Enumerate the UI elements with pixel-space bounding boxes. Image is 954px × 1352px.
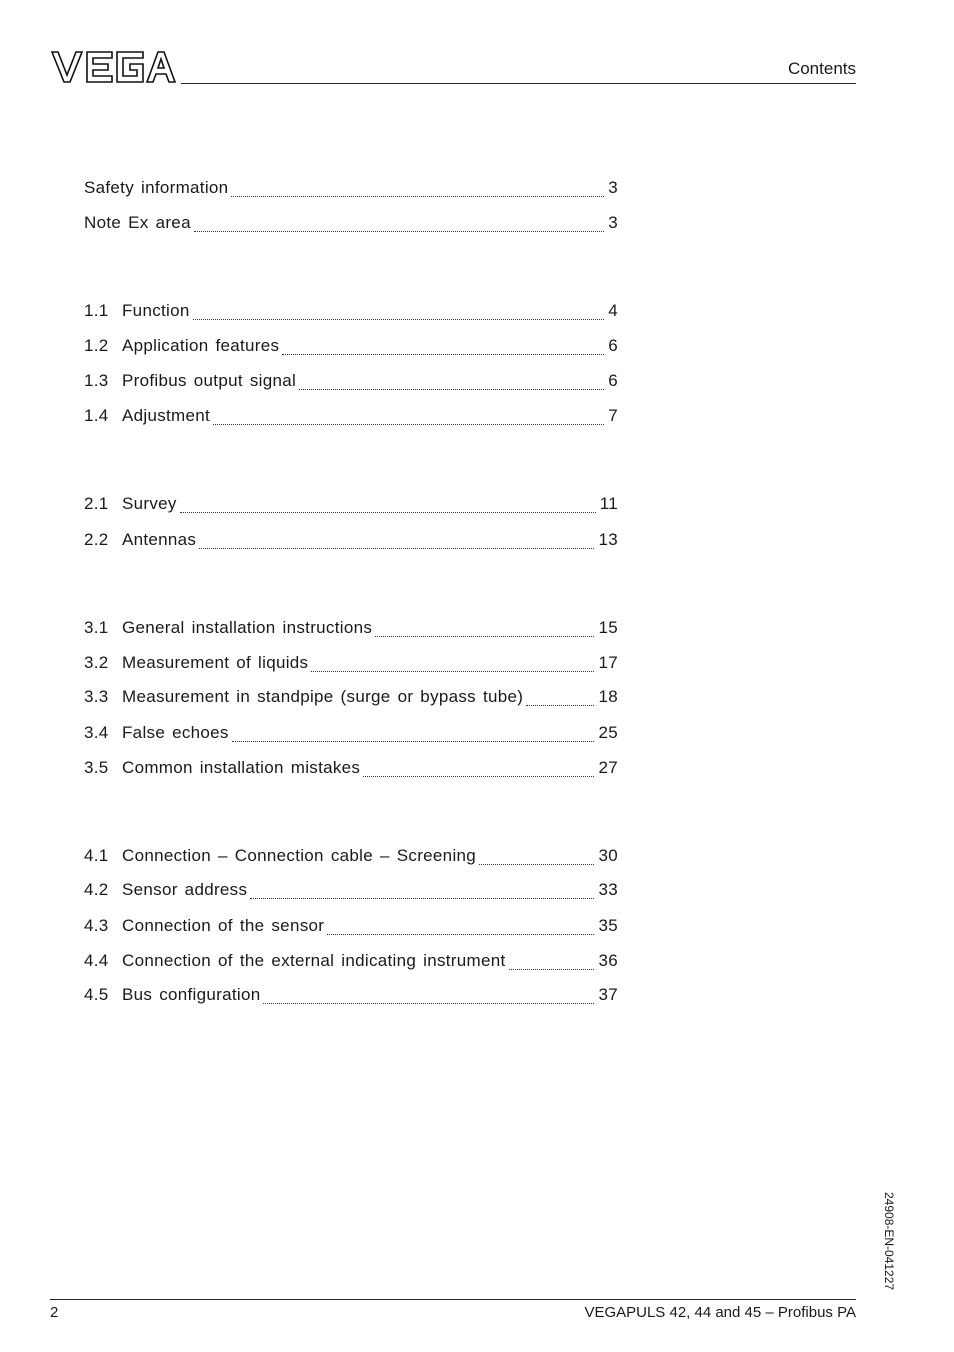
toc-dot-leader [213, 424, 604, 425]
toc-entry-page: 37 [598, 985, 618, 1004]
toc-entry-number: 4.5 [84, 985, 109, 1004]
toc-dot-leader [194, 231, 604, 232]
toc-entry-page: 33 [598, 880, 618, 899]
toc-dot-leader [311, 671, 594, 672]
toc-entry-title: Adjustment [122, 406, 211, 425]
footer-page-number: 2 [50, 1304, 59, 1321]
toc-dot-leader [199, 548, 594, 549]
toc-entry-page: 25 [598, 723, 618, 742]
toc-entry-number: 1.4 [84, 406, 109, 425]
toc-dot-leader [375, 636, 594, 637]
toc-entry-title: Sensor address [122, 880, 248, 899]
toc-entry-page: 3 [608, 178, 618, 197]
toc-entry[interactable] [84, 687, 618, 711]
toc-entry-number: 2.1 [84, 494, 109, 513]
toc-entry-title: Profibus output signal [122, 371, 297, 390]
toc-entry[interactable] [84, 618, 618, 642]
header-title: Contents [787, 59, 856, 78]
toc-entry-number: 1.1 [84, 301, 109, 320]
toc-entry-number: 1.3 [84, 371, 109, 390]
toc-dot-leader [509, 969, 595, 970]
toc-entry-page: 18 [598, 687, 618, 706]
toc-entry-title: Common installation mistakes [122, 758, 361, 777]
toc-dot-leader [327, 934, 594, 935]
toc-entry-title: Function [122, 301, 190, 320]
toc-entry[interactable] [84, 758, 618, 782]
toc-entry-page: 7 [608, 406, 618, 425]
toc-entry-title: Connection of the external indicating instrument [122, 951, 506, 970]
toc-entry[interactable] [84, 985, 618, 1009]
toc-dot-leader [479, 864, 594, 865]
toc-dot-leader [231, 196, 604, 197]
toc-dot-leader [526, 705, 594, 706]
toc-entry-number: 2.2 [84, 530, 109, 549]
toc-entry-title: Survey [122, 494, 177, 513]
toc-entry-title: Note Ex area [84, 213, 191, 232]
toc-entry-number: 3.5 [84, 758, 109, 777]
toc-entry-page: 27 [598, 758, 618, 777]
toc-entry-number: 4.4 [84, 951, 109, 970]
toc-entry-number: 3.3 [84, 687, 109, 706]
toc-entry-number: 3.4 [84, 723, 109, 742]
toc-entry-page: 13 [598, 530, 618, 549]
toc-entry-title: Bus configuration [122, 985, 261, 1004]
toc-entry[interactable] [84, 406, 618, 430]
toc-entry[interactable] [84, 336, 618, 360]
toc-entry-page: 11 [599, 494, 618, 513]
toc-entry[interactable] [84, 951, 618, 975]
toc-dot-leader [250, 898, 594, 899]
toc-entry[interactable] [84, 530, 618, 554]
toc-entry-title: General installation instructions [122, 618, 373, 637]
toc-entry[interactable] [84, 494, 618, 518]
toc-dot-leader [299, 389, 604, 390]
toc-dot-leader [282, 354, 604, 355]
toc-entry[interactable] [84, 723, 618, 747]
toc-entry-page: 35 [598, 916, 618, 935]
toc-entry[interactable] [84, 880, 618, 904]
toc-entry[interactable] [84, 653, 618, 677]
toc-dot-leader [180, 512, 596, 513]
toc-entry-title: Connection of the sensor [122, 916, 325, 935]
toc-entry[interactable] [84, 178, 618, 202]
toc-entry-number: 1.2 [84, 336, 109, 355]
toc-entry[interactable] [84, 213, 618, 237]
toc-dot-leader [363, 776, 594, 777]
toc-entry-title: Measurement in standpipe (surge or bypass tube) [122, 687, 524, 706]
document-code: 24908-EN-041227 [882, 1192, 896, 1291]
toc-entry-page: 6 [608, 371, 618, 390]
toc-entry[interactable] [84, 846, 618, 870]
footer-document-title: VEGAPULS 42, 44 and 45 – Profibus PA [584, 1304, 856, 1321]
toc-entry-number: 3.1 [84, 618, 109, 637]
toc-entry-page: 36 [598, 951, 618, 970]
toc-dot-leader [263, 1003, 594, 1004]
toc-entry[interactable] [84, 916, 618, 940]
toc-entry-number: 4.1 [84, 846, 109, 865]
toc-entry-title: False echoes [122, 723, 229, 742]
toc-entry[interactable] [84, 301, 618, 325]
footer-rule [50, 1299, 856, 1300]
toc-entry-page: 3 [608, 213, 618, 232]
toc-dot-leader [193, 319, 604, 320]
toc-entry-page: 15 [598, 618, 618, 637]
toc-entry-title: Measurement of liquids [122, 653, 309, 672]
table-of-contents [84, 0, 618, 1352]
toc-entry-title: Safety information [84, 178, 229, 197]
toc-entry-number: 4.2 [84, 880, 109, 899]
toc-entry-page: 4 [608, 301, 618, 320]
toc-entry-title: Application features [122, 336, 280, 355]
toc-entry-title: Connection – Connection cable – Screening [122, 846, 477, 865]
toc-entry-title: Antennas [122, 530, 197, 549]
toc-entry[interactable] [84, 371, 618, 395]
toc-entry-number: 4.3 [84, 916, 109, 935]
toc-entry-page: 6 [608, 336, 618, 355]
toc-dot-leader [232, 741, 595, 742]
toc-entry-page: 17 [598, 653, 618, 672]
toc-entry-number: 3.2 [84, 653, 109, 672]
toc-entry-page: 30 [598, 846, 618, 865]
